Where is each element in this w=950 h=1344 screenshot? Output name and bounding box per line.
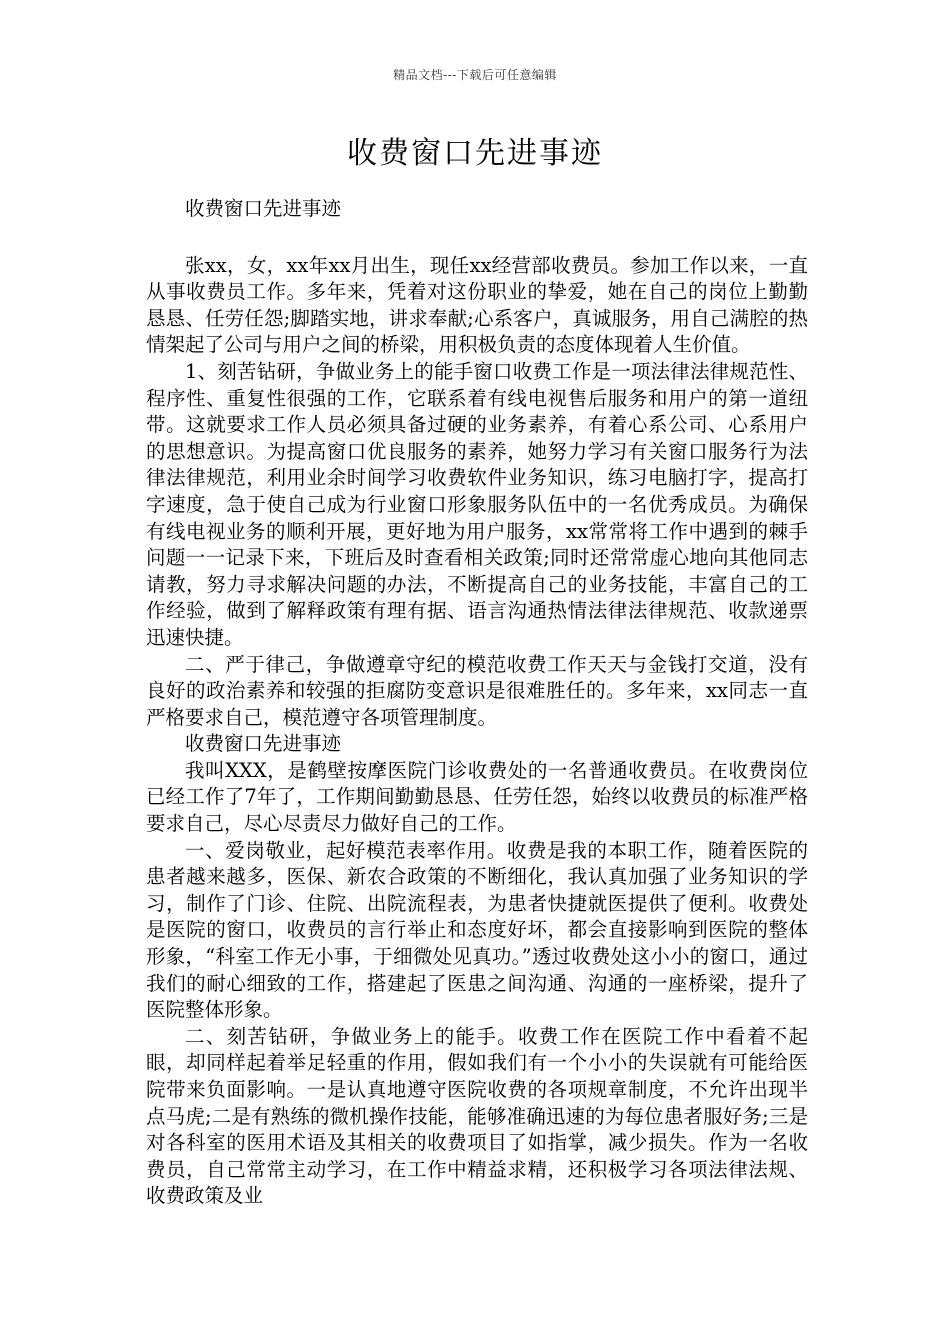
section-heading: 收费窗口先进事迹 [185, 732, 342, 756]
paragraph: 一、爱岗敬业，起好模范表率作用。收费是我的本职工作，随着医院的患者越来越多，医保、新农合政策的不断细化，我认真加强了业务知识的学习，制作了门诊、住院、出院流程表，为患者快捷就医提供了便利。收费处是医院的窗口，收费员的言行举止和态度好坏，都会直接影响到医院的整体形象，“科室工作无小事，于细微处见真功。”透过收费处这小小的窗口，通过我们的耐心细致的工作，搭建起了医患之间沟通、沟通的一座桥梁，提升了医院整体形象。 [146, 838, 808, 1022]
document-body [146, 196, 808, 1210]
paragraph: 二、刻苦钻研，争做业务上的能手。收费工作在医院工作中看着不起眼，却同样起着举足轻重的作用，假如我们有一个小小的失误就有可能给医院带来负面影响。一是认真地遵守医院收费的各项规章制度，不允许出现半点马虎;二是有熟练的微机操作技能，能够准确迅速的为每位患者服好务;三是对各科室的医用术语及其相关的收费项目了如指掌，减少损失。作为一名收费员，自己常常主动学习，在工作中精益求精，还积极学习各项法律法规、收费政策及业 [146, 1024, 808, 1208]
paragraph: 二、严于律己，争做遵章守纪的模范收费工作天天与金钱打交道，没有良好的政治素养和较强的拒腐防变意识是很难胜任的。多年来，xx同志一直严格要求自己，模范遵守各项管理制度。 [146, 652, 808, 729]
paragraph: 1、刻苦钻研，争做业务上的能手窗口收费工作是一项法律法律规范性、程序性、重复性很强的工作，它联系着有线电视售后服务和用户的第一道纽带。这就要求工作人员必须具备过硬的业务素养，有着心系公司、心系用户的思想意识。为提高窗口优良服务的素养，她努力学习有关窗口服务行为法律法律规范，利用业余时间学习收费软件业务知识，练习电脑打字，提高打字速度，急于使自己成为行业窗口形象服务队伍中的一名优秀成员。为确保有线电视业务的顺利开展，更好地为用户服务，xx常常将工作中遇到的棘手问题一一记录下来，下班后及时查看相关政策;同时还常常虚心地向其他同志请教，努力寻求解决问题的办法，不断提高自己的业务技能，丰富自己的工作经验，做到了解释政策有理有据、语言沟通热情法律法律规范、收款递票迅速快捷。 [146, 359, 808, 649]
document-title: 收费窗口先进事迹 [347, 136, 603, 171]
paragraph: 我叫XXX，是鹤壁按摩医院门诊收费处的一名普通收费员。在收费岗位已经工作了7年了，工作期间勤勤恳恳、任劳任怨，始终以收费员的标准严格要求自己，尽心尽责尽力做好自己的工作。 [146, 758, 808, 836]
paragraph: 张xx，女，xx年xx月出生，现任xx经营部收费员。参加工作以来，一直从事收费员工作。多年来，凭着对这份职业的挚爱，她在自己的岗位上勤勤恳恳、任劳任怨;脚踏实地，讲求奉献;心系客户，真诚服务，用自己满腔的热情架起了公司与用户之间的桥梁，用积极负责的态度体现着人生价值。 [146, 253, 808, 357]
header-note: 精品文档---下载后可任意编辑 [393, 68, 557, 82]
sub-heading: 收费窗口先进事迹 [185, 197, 342, 220]
